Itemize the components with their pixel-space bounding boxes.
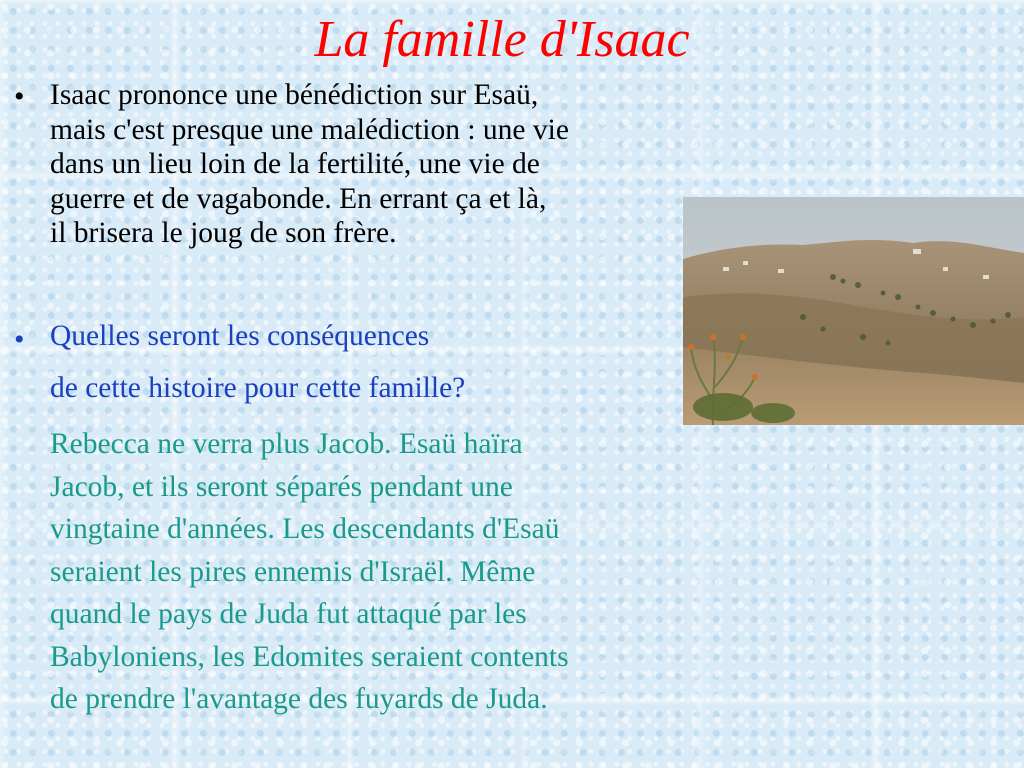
answer-line-3: vingtaine d'années. Les descendants d'Esaü: [50, 513, 560, 545]
bullet-1-line-5: il brisera le joug de son frère.: [50, 217, 397, 249]
landscape-photo: [683, 197, 1024, 425]
bullet-2-line-2: de cette histoire pour cette famille?: [50, 372, 466, 404]
bullet-marker-1: •: [14, 80, 25, 113]
bullet-1-line-4: guerre et de vagabonde. En errant ça et là,: [50, 182, 547, 215]
bullet-2-text: [50, 318, 465, 406]
bullet-1-text: [50, 78, 569, 251]
landscape-hills-photo: [683, 197, 1024, 425]
bullet-marker-2: •: [14, 323, 25, 356]
bullet-1-line-3: dans un lieu loin de la fertilité, une vie de: [50, 148, 540, 180]
slide-title: La famille d'Isaac: [314, 11, 690, 68]
bullet-1-line-1: Isaac prononce une bénédiction sur Esaü,: [50, 79, 539, 111]
answer-line-4: seraient les pires ennemis d'Israël. Même: [50, 555, 536, 588]
answer-line-1: Rebecca ne verra plus Jacob. Esaü haïra: [50, 428, 523, 460]
answer-line-7: de prendre l'avantage des fuyards de Juda.: [50, 683, 548, 715]
bullet-1-line-2: mais c'est presque une malédiction : une vie: [50, 113, 569, 146]
answer-line-5: quand le pays de Juda fut attaqué par les: [50, 598, 527, 630]
answer-line-2: Jacob, et ils seront séparés pendant une: [50, 470, 513, 503]
answer-text: [50, 423, 569, 721]
answer-line-6: Babyloniens, les Edomites seraient contents: [50, 640, 569, 673]
bullet-2-line-1: Quelles seront les conséquences: [50, 320, 430, 352]
